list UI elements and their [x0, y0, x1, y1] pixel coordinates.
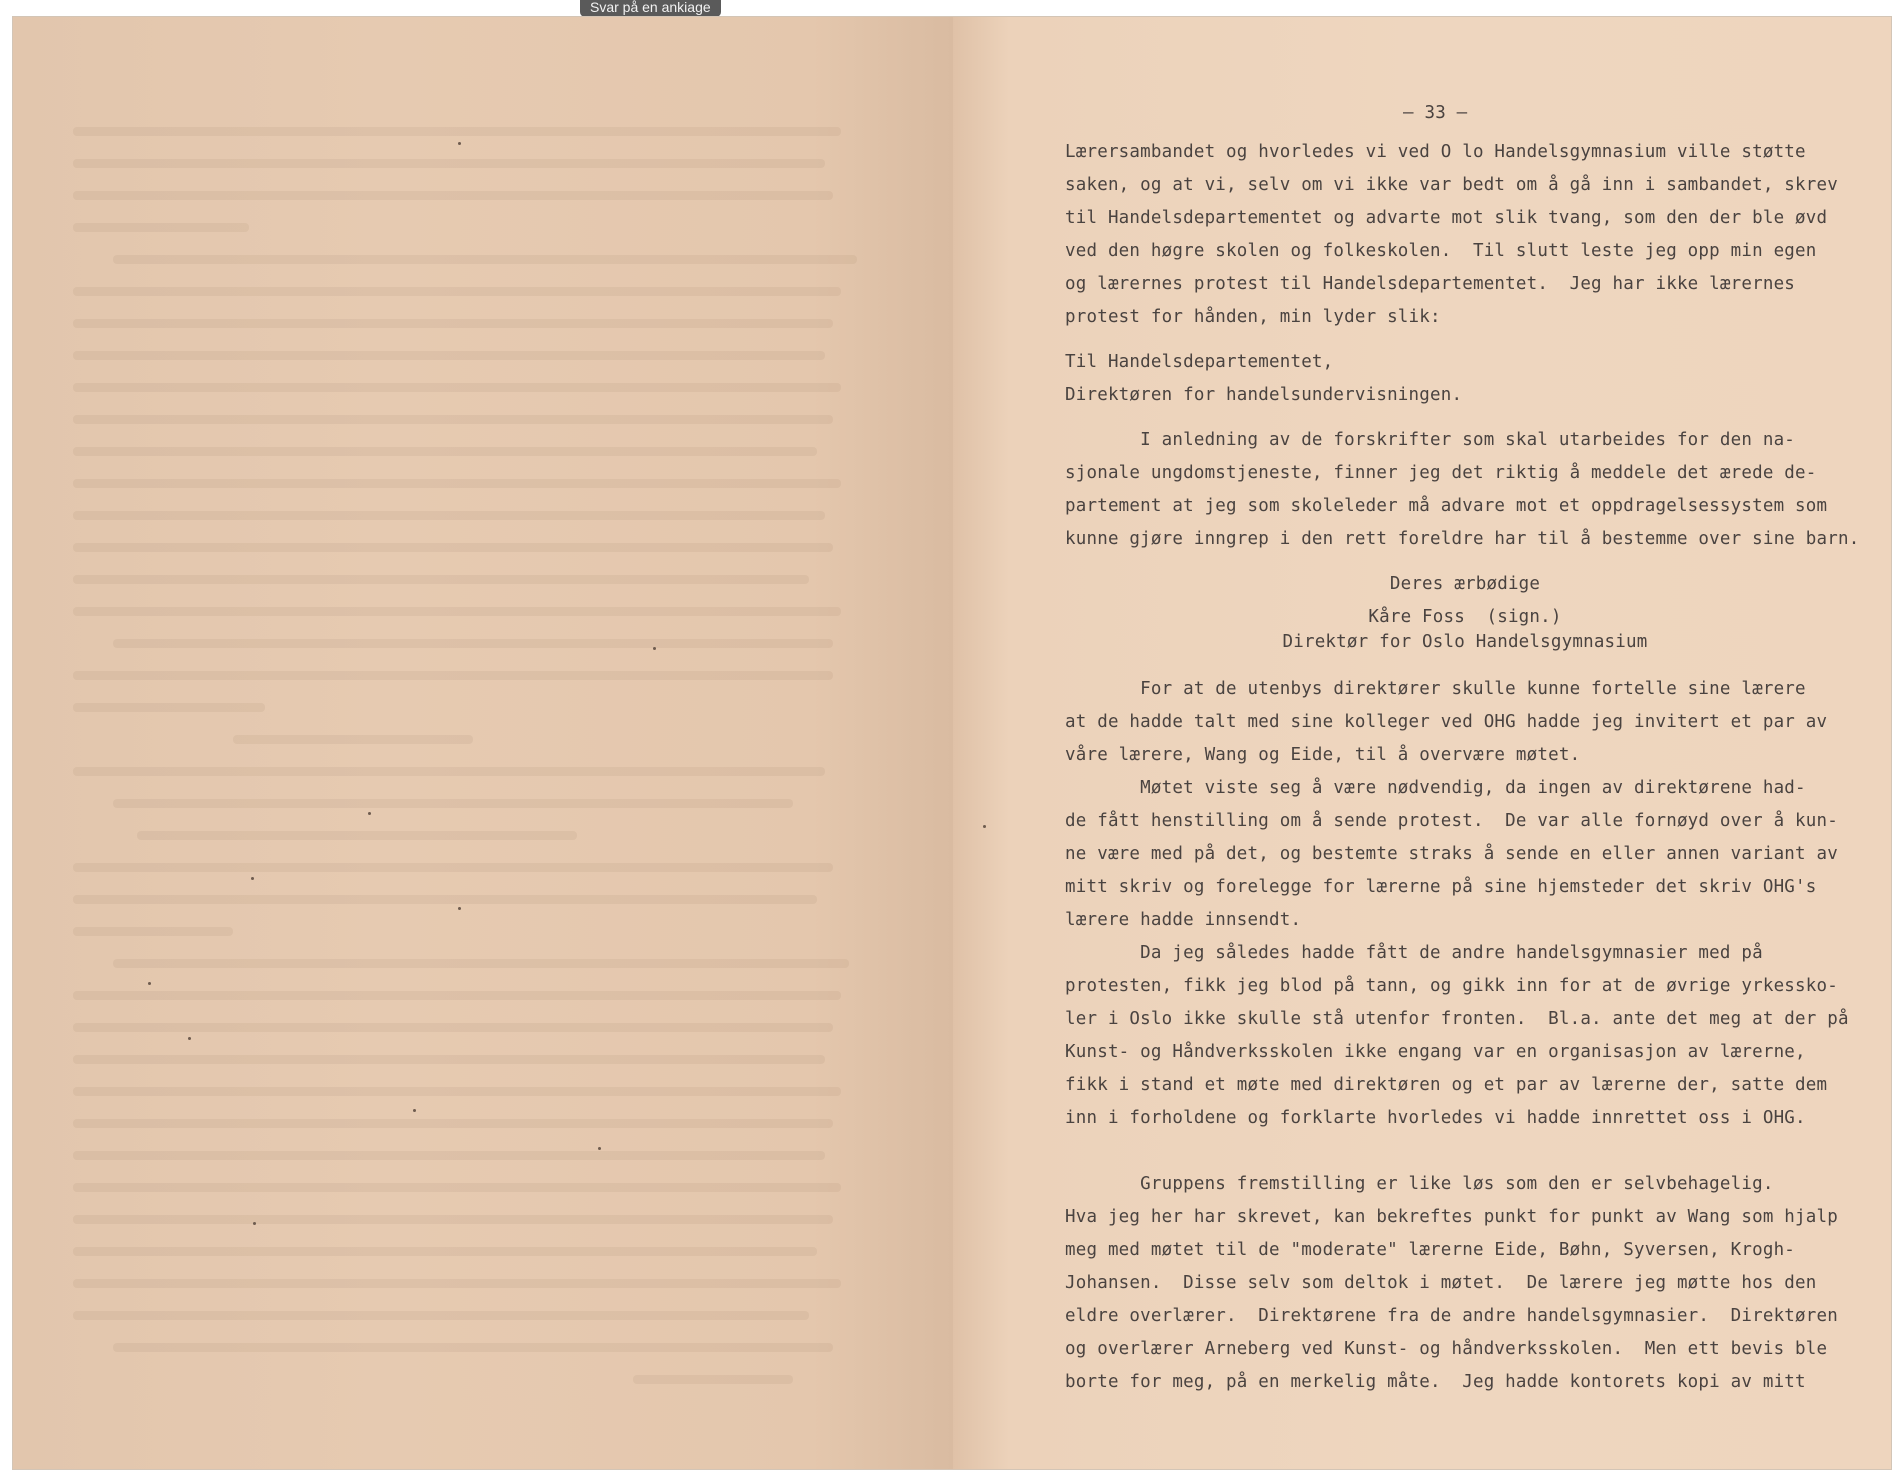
text-line: Hva jeg her har skrevet, kan bekreftes punkt for punkt av Wang som hjalp: [1065, 1207, 1838, 1227]
left-page: [13, 17, 953, 1469]
text-line: Da jeg således hadde fått de andre handelsgymnasier med på: [1065, 943, 1763, 963]
text-line: Til Handelsdepartementet,: [1065, 352, 1334, 372]
bleed-through-text: [73, 127, 873, 1407]
text-line: at de hadde talt med sine kolleger ved OHG hadde jeg invitert et par av: [1065, 712, 1828, 732]
text-line: kunne gjøre inngrep i den rett foreldre har til å bestemme over sine barn.: [1065, 529, 1860, 549]
text-line: borte for meg, på en merkelig måte. Jeg hadde kontorets kopi av mitt: [1065, 1372, 1806, 1392]
text-line: meg med møtet til de "moderate" lærerne Eide, Bøhn, Syversen, Krogh-: [1065, 1240, 1796, 1260]
text-line: Gruppens fremstilling er like løs som den er selvbehagelig.: [1065, 1174, 1774, 1194]
text-line: Møtet viste seg å være nødvendig, da ingen av direktørene had-: [1065, 778, 1806, 798]
text-line: protest for hånden, min lyder slik:: [1065, 307, 1441, 327]
signature-name: Kåre Foss (sign.): [1368, 607, 1562, 627]
text-line: ne være med på det, og bestemte straks å sende en eller annen variant av: [1065, 844, 1838, 864]
typed-text: [1065, 17, 1865, 1392]
text-line: eldre overlærer. Direktørene fra de andre handelsgymnasier. Direktøren: [1065, 1306, 1838, 1326]
signature-title: Direktør for Oslo Handelsgymnasium: [1282, 632, 1648, 652]
text-line: mitt skriv og forelegge for lærerne på sine hjemsteder det skriv OHG's: [1065, 877, 1817, 897]
tooltip: Svar på en ankiage: [580, 0, 721, 17]
text-line: Johansen. Disse selv som deltok i møtet. De lærere jeg møtte hos den: [1065, 1273, 1817, 1293]
text-line: For at de utenbys direktører skulle kunne fortelle sine lærere: [1065, 679, 1806, 699]
right-page: [953, 17, 1891, 1469]
text-line: protesten, fikk jeg blod på tann, og gikk inn for at de øvrige yrkessko-: [1065, 976, 1838, 996]
text-line: til Handelsdepartementet og advarte mot slik tvang, som den der ble øvd: [1065, 208, 1828, 228]
text-line: ved den høgre skolen og folkeskolen. Til slutt leste jeg opp min egen: [1065, 241, 1817, 261]
text-line: sjonale ungdomstjeneste, finner jeg det riktig å meddele det ærede de-: [1065, 463, 1817, 483]
page-number: – 33 –: [1403, 103, 1468, 123]
text-line: partement at jeg som skoleleder må advare mot et oppdragelsessystem som: [1065, 496, 1828, 516]
text-line: I anledning av de forskrifter som skal utarbeides for den na-: [1065, 430, 1796, 450]
text-line: Direktøren for handelsundervisningen.: [1065, 385, 1463, 405]
text-line: inn i forholdene og forklarte hvorledes vi hadde innrettet oss i OHG.: [1065, 1108, 1806, 1128]
text-line: fikk i stand et møte med direktøren og et par av lærerne der, satte dem: [1065, 1075, 1828, 1095]
text-line: og lærernes protest til Handelsdepartementet. Jeg har ikke lærernes: [1065, 274, 1796, 294]
text-line: Kunst- og Håndverksskolen ikke engang var en organisasjon av lærerne,: [1065, 1042, 1806, 1062]
text-line: Lærersambandet og hvorledes vi ved O lo Handelsgymnasium ville støtte: [1065, 142, 1806, 162]
text-line: våre lærere, Wang og Eide, til å overvære møtet.: [1065, 745, 1581, 765]
document-spread: [12, 16, 1892, 1470]
text-line: de fått henstilling om å sende protest. De var alle fornøyd over å kun-: [1065, 811, 1838, 831]
text-line: ler i Oslo ikke skulle stå utenfor fronten. Bl.a. ante det meg at der på: [1065, 1009, 1849, 1029]
text-line: og overlærer Arneberg ved Kunst- og håndverksskolen. Men ett bevis ble: [1065, 1339, 1828, 1359]
text-line: lærere hadde innsendt.: [1065, 910, 1302, 930]
text-line: saken, og at vi, selv om vi ikke var bedt om å gå inn i sambandet, skrev: [1065, 175, 1838, 195]
closing: Deres ærbødige: [1389, 574, 1541, 594]
